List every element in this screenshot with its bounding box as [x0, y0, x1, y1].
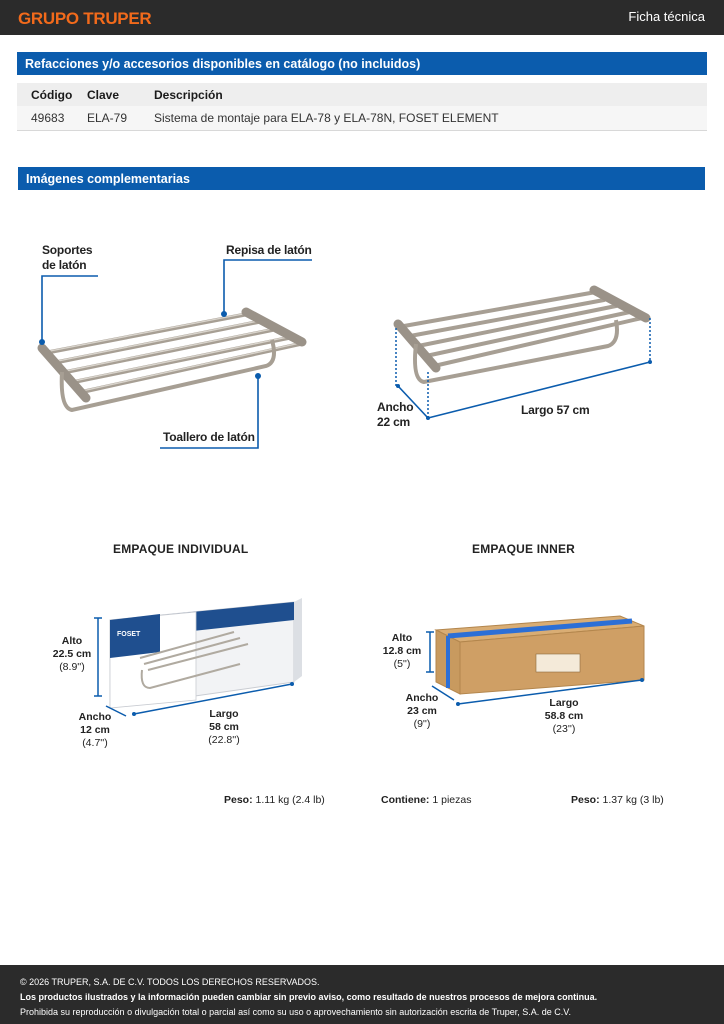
label-brass-towel-bar: Toallero de latón [163, 430, 255, 444]
dim-metric: 23 cm [407, 705, 437, 717]
dim-label: Largo [549, 697, 579, 709]
individual-package-title: EMPAQUE INDIVIDUAL [113, 542, 249, 556]
cell-key: ELA-79 [87, 106, 154, 130]
weight-value: 1.37 kg (3 lb) [602, 794, 664, 806]
individual-weight [224, 794, 325, 806]
dim-label: Largo [209, 708, 239, 720]
dim-label: Alto [391, 632, 413, 644]
dim-imperial: (22.8'') [208, 734, 240, 746]
inner-package-title: EMPAQUE INNER [472, 542, 576, 556]
images-section-title: Imágenes complementarias [18, 167, 705, 190]
contents-label: Contiene: [381, 794, 430, 806]
inner-width-dim [400, 692, 444, 731]
individual-box-illustration [110, 598, 302, 708]
inner-contents [381, 794, 471, 806]
inner-height-dim [380, 632, 424, 671]
column-header-code: Código [17, 83, 87, 106]
column-header-key: Clave [87, 83, 154, 106]
dim-imperial: (9'') [413, 718, 431, 730]
dim-metric: 58.8 cm [544, 710, 584, 722]
dim-metric: 22.5 cm [52, 648, 92, 660]
cell-code: 49683 [17, 106, 87, 130]
dim-label: Alto [61, 635, 83, 647]
label-brass-supports: Soportes de latón [42, 243, 93, 272]
footer-prohibition: Prohibida su reproducción o divulgación total o parcial así como su uso o aprovechamiento sin autorización escrita de Truper, S.A. de C.V. [20, 1007, 571, 1017]
label-brass-shelf: Repisa de latón [226, 243, 312, 257]
label-rack-width: Ancho 22 cm [377, 400, 414, 429]
weight-label: Peso: [224, 794, 253, 806]
label-rack-length: Largo 57 cm [521, 403, 590, 417]
dim-imperial: (23'') [552, 723, 576, 735]
dim-metric: 12 cm [80, 724, 110, 736]
inner-length-dim [538, 697, 590, 736]
contents-value: 1 piezas [432, 794, 472, 806]
cell-description: Sistema de montaje para ELA-78 y ELA-78N, FOSET ELEMENT [154, 106, 707, 130]
individual-width-dim [74, 711, 116, 750]
individual-length-dim [200, 708, 248, 747]
box-brand-text: FOSET [117, 631, 141, 638]
footer [0, 965, 724, 1024]
inner-weight [571, 794, 664, 806]
dim-imperial: (4.7'') [82, 737, 108, 749]
individual-height-dim [50, 635, 94, 674]
dim-metric: 12.8 cm [382, 645, 422, 657]
footer-copyright: © 2026 TRUPER, S.A. DE C.V. TODOS LOS DERECHOS RESERVADOS. [20, 977, 320, 987]
footer-notice: Los productos ilustrados y la información pueden cambiar sin previo aviso, como resultado de nuestros procesos de mejora continua. [20, 992, 598, 1002]
document-type: Ficha técnica [628, 9, 705, 24]
brand-logo: GRUPO TRUPER [18, 9, 152, 28]
dim-label: Ancho [405, 692, 439, 704]
weight-label: Peso: [571, 794, 600, 806]
column-header-description: Descripción [154, 83, 707, 106]
inner-box-illustration [436, 616, 644, 694]
dim-metric: 58 cm [209, 721, 239, 733]
accessories-section-title: Refacciones y/o accesorios disponibles en catálogo (no incluidos) [17, 52, 707, 75]
dim-imperial: (8.9'') [59, 661, 85, 673]
dim-imperial: (5'') [393, 658, 411, 670]
dim-label: Ancho [78, 711, 112, 723]
weight-value: 1.11 kg (2.4 lb) [255, 794, 325, 806]
